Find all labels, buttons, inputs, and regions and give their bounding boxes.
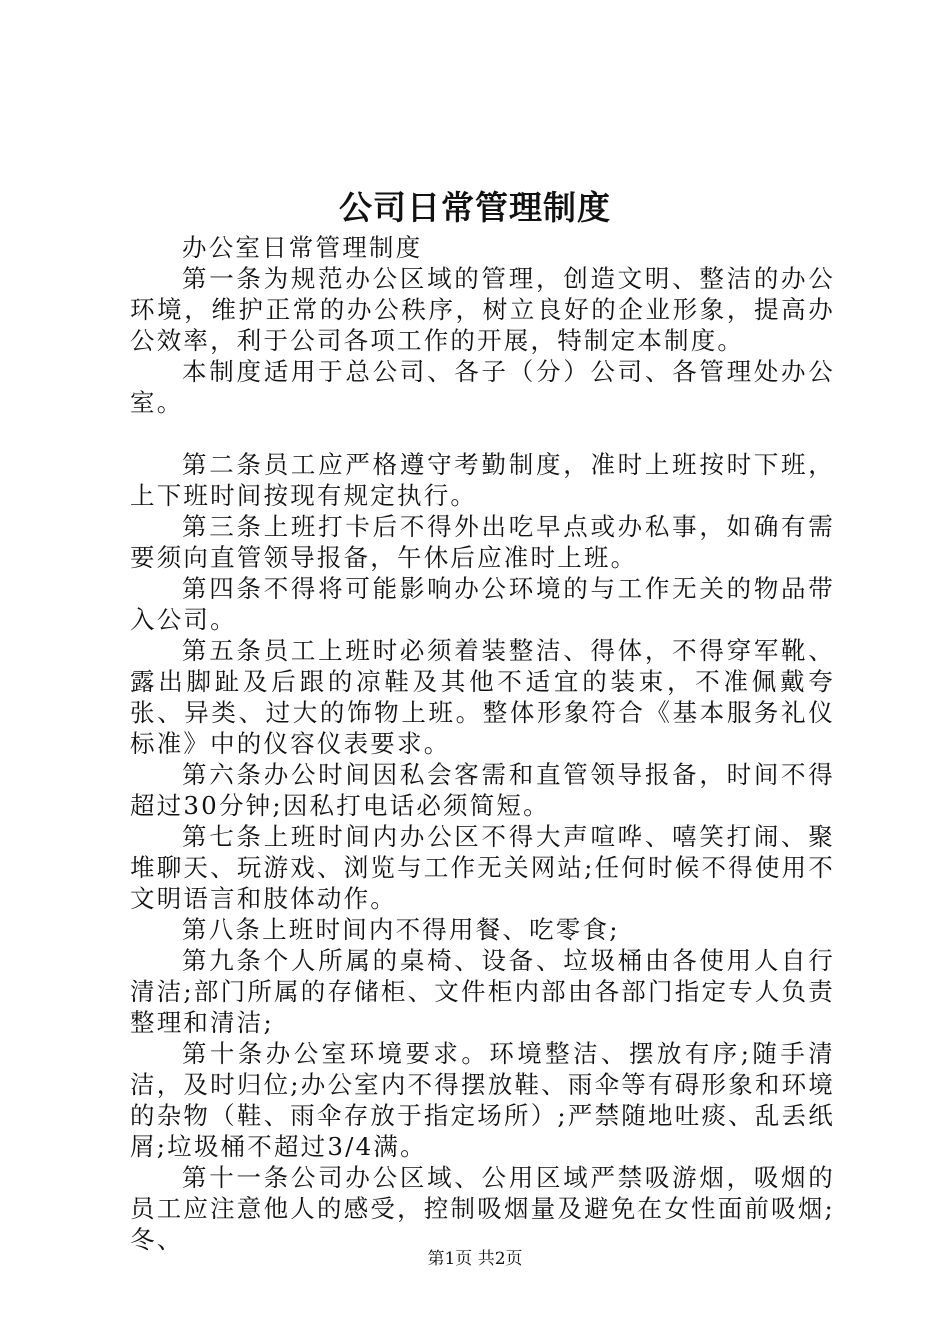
document-body [130,232,835,1255]
paragraph-article-10: 第十条办公室环境要求。环境整洁、摆放有序;随手清洁，及时归位;办公室内不得摆放鞋、雨伞等有碍形象和环境的杂物（鞋、雨伞存放于指定场所）;严禁随地吐痰、乱丢纸屑;垃圾桶不超过3/4满。 [130,1039,835,1161]
paragraph-subtitle: 办公室日常管理制度 [182,233,423,262]
paragraph-scope: 本制度适用于总公司、各子（分）公司、各管理处办公室。 [130,357,835,417]
paragraph-article-8: 第八条上班时间内不得用餐、吃零食; [182,915,620,944]
paragraph-article-5: 第五条员工上班时必须着装整洁、得体，不得穿军靴、露出脚趾及后跟的凉鞋及其他不适宜的装束，不准佩戴夸张、异类、过大的饰物上班。整体形象符合《基本服务礼仪标准》中的仪容仪表要求。 [130,636,835,758]
paragraph-article-7: 第七条上班时间内办公区不得大声喧哗、嘻笑打闹、聚堆聊天、玩游戏、浏览与工作无关网站;任何时候不得使用不文明语言和肢体动作。 [130,822,835,913]
paragraph-article-2: 第二条员工应严格遵守考勤制度，准时上班按时下班，上下班时间按现有规定执行。 [130,450,835,510]
paragraph-article-3: 第三条上班打卡后不得外出吃早点或办私事，如确有需要须向直管领导报备，午休后应准时上班。 [130,512,835,572]
blank-line [130,418,835,449]
paragraph-article-11: 第十一条公司办公区域、公用区域严禁吸游烟，吸烟的员工应注意他人的感受，控制吸烟量及避免在女性面前吸烟;冬、 [130,1163,835,1254]
paragraph-article-6: 第六条办公时间因私会客需和直管领导报备，时间不得超过30分钟;因私打电话必须简短。 [130,760,835,820]
page-footer: 第1页 共2页 [427,1249,523,1269]
paragraph-article-9: 第九条个人所属的桌椅、设备、垃圾桶由各使用人自行清洁;部门所属的存储柜、文件柜内部由各部门指定专人负责整理和清洁; [130,946,835,1037]
document-title: 公司日常管理制度 [339,188,611,227]
paragraph-article-4: 第四条不得将可能影响办公环境的与工作无关的物品带入公司。 [130,574,835,634]
paragraph-article-1: 第一条为规范办公区域的管理，创造文明、整洁的办公环境，维护正常的办公秩序，树立良好的企业形象，提高办公效率，利于公司各项工作的开展，特制定本制度。 [130,264,835,355]
